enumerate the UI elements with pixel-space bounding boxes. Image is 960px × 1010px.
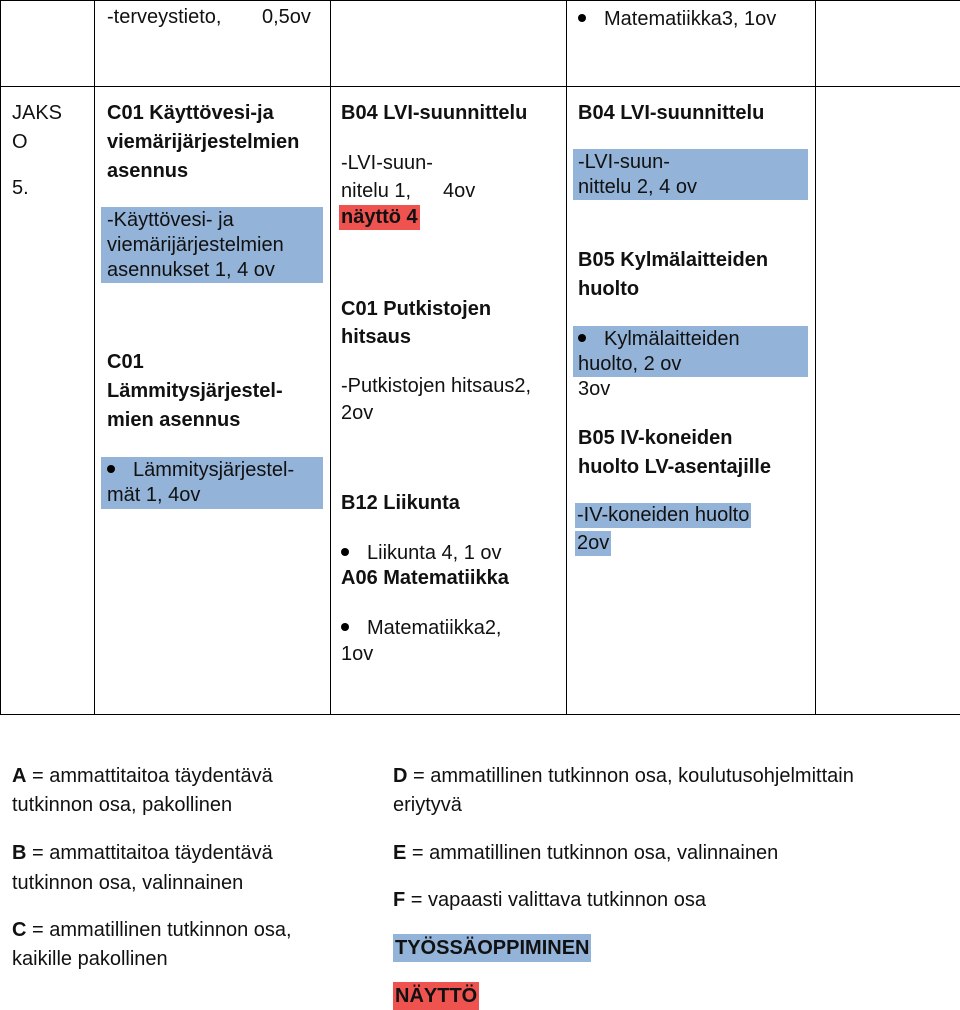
col1-hl2-line2: mät 1, 4ov	[107, 484, 201, 506]
col2-heading1: B04 LVI-suunnittelu	[341, 102, 528, 124]
legend-tyossaoppiminen: TYÖSSÄOPPIMINEN	[393, 934, 591, 962]
bullet-icon	[578, 334, 586, 342]
legend-b-line1: B = ammattitaitoa täydentävä	[12, 842, 273, 864]
col3-heading3-line1: B05 IV-koneiden	[578, 427, 733, 449]
col3-hl1-line2: nittelu 2, 4 ov	[578, 176, 697, 198]
legend-naytto: NÄYTTÖ	[393, 982, 479, 1010]
col1-heading2-line3: mien asennus	[107, 409, 241, 431]
col2-heading2-line2: hitsaus	[341, 326, 412, 348]
legend-d-line1: D = ammatillinen tutkinnon osa, koulutusohjelmittain	[393, 765, 854, 787]
col3-hl1-line1: -LVI-suun-	[578, 151, 670, 173]
col3-heading2-line2: huolto	[578, 278, 640, 300]
period-number: 5.	[12, 177, 29, 199]
legend-d-line2: eriytyvä	[393, 794, 462, 816]
col2-heading3: B12 Liikunta	[341, 492, 460, 514]
legend-a-line1: A = ammattitaitoa täydentävä	[12, 765, 273, 787]
legend-c-line2: kaikille pakollinen	[12, 948, 168, 970]
bullet-icon	[107, 465, 115, 473]
bullet-icon	[341, 623, 349, 631]
bullet-icon	[578, 14, 586, 22]
col1-heading1-line3: asennus	[107, 160, 189, 182]
legend-b-line2: tutkinnon osa, valinnainen	[12, 872, 244, 894]
col2-sub2-line1: -Putkistojen hitsaus2,	[341, 375, 532, 397]
col2-sub1-line1: -LVI-suun-	[341, 152, 433, 174]
col2-sub2-line2: 2ov	[341, 402, 374, 424]
col2-naytto-badge: näyttö 4	[341, 206, 418, 228]
col1-hl1-line1: -Käyttövesi- ja	[107, 209, 234, 231]
col3-hl3-line2: 2ov	[577, 532, 610, 554]
col1-heading2-line2: Lämmitysjärjestel-	[107, 380, 283, 402]
legend-e-line1: E = ammatillinen tutkinnon osa, valinnainen	[393, 842, 779, 864]
col3-heading1: B04 LVI-suunnittelu	[578, 102, 765, 124]
bullet-icon	[341, 548, 349, 556]
legend-f-line1: F = vapaasti valittava tutkinnon osa	[393, 889, 706, 911]
col1-heading1-line1: C01 Käyttövesi-ja	[107, 102, 274, 124]
col1-hl1-line3: asennukset 1, 4 ov	[107, 259, 275, 281]
col2-heading2-line1: C01 Putkistojen	[341, 298, 492, 320]
col2-sub1-line2a: nitelu 1,	[341, 180, 412, 202]
col2-bullet1: Liikunta 4, 1 ov	[341, 541, 502, 566]
col2-sub1-line2b: 4ov	[443, 180, 476, 202]
col2-bullet2: Matematiikka2,	[341, 616, 502, 641]
col3-heading3-line2: huolto LV-asentajille	[578, 456, 771, 478]
col3-hl2-line1: Kylmälaitteiden	[578, 327, 740, 352]
col3-hl3-line1: -IV-koneiden huolto	[577, 504, 750, 526]
legend-a-line2: tutkinnon osa, pakollinen	[12, 794, 233, 816]
col1-hl1-line2: viemärijärjestelmien	[107, 234, 284, 256]
top-right-bullet: Matematiikka3, 1ov	[578, 7, 776, 32]
col2-bullet2-line2: 1ov	[341, 643, 374, 665]
col1-heading1-line2: viemärijärjestelmien	[107, 131, 300, 153]
top-left-value: 0,5ov	[262, 6, 311, 28]
col1-heading2-line1: C01	[107, 351, 144, 373]
period-label-line2: O	[12, 131, 28, 153]
col3-plain1: 3ov	[578, 378, 611, 400]
col3-hl2-line2: huolto, 2 ov	[578, 353, 682, 375]
col2-heading4: A06 Matematiikka	[341, 567, 509, 589]
top-left-text: -terveystieto,	[107, 6, 222, 28]
col1-hl2-line1: Lämmitysjärjestel-	[107, 458, 294, 483]
legend-c-line1: C = ammatillinen tutkinnon osa,	[12, 919, 292, 941]
period-label-line1: JAKS	[12, 102, 63, 124]
col3-heading2-line1: B05 Kylmälaitteiden	[578, 249, 769, 271]
